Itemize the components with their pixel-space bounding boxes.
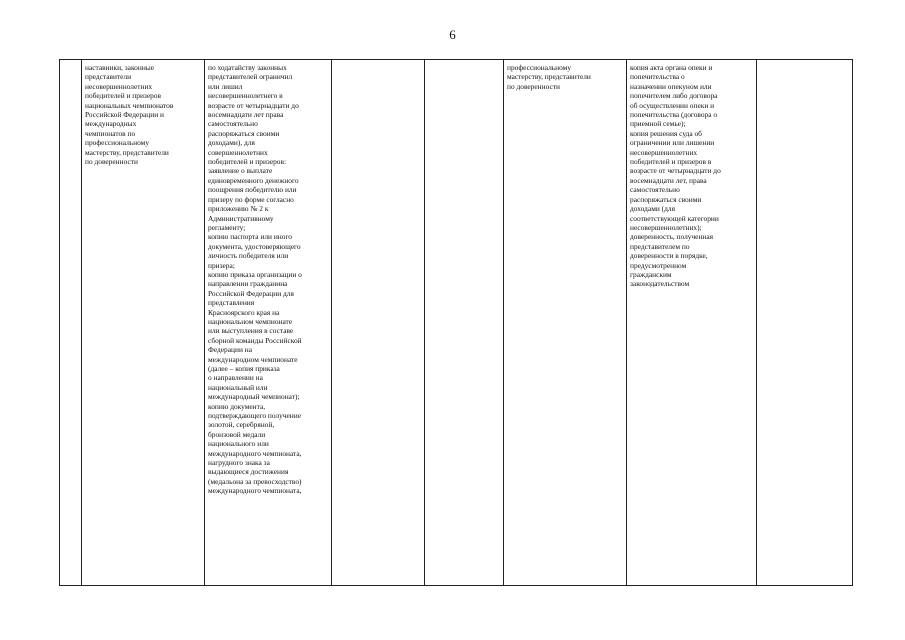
cell-text-line: копия решения суда об <box>630 128 702 138</box>
cell-text-line: международного чемпионата, <box>208 448 302 458</box>
cell-text-line: профессиональному <box>85 138 150 148</box>
cell-text-line: профессиональному <box>507 63 572 72</box>
cell-text-line: по доверенности <box>85 157 138 167</box>
cell-text-line: представителей ограничил <box>208 72 293 82</box>
cell-text-line: чемпионатов по <box>85 128 136 138</box>
cell-text-line: личность победителя или <box>208 251 289 261</box>
cell-text-line: по ходатайству законных <box>208 63 287 72</box>
table-cell <box>425 60 504 586</box>
cell-text-line: национальных чемпионатов <box>85 100 174 110</box>
cell-text-line: совершеннолетних <box>208 147 268 157</box>
cell-text-line: международных <box>85 119 137 129</box>
cell-text-line: национальном чемпионате <box>208 316 293 326</box>
cell-text-line: попечительства (договора о <box>630 110 718 120</box>
cell-text-line: мастерству, представители <box>507 72 591 82</box>
cell-text-line: приемной семье); <box>630 119 686 129</box>
cell-text-line: представителем по <box>630 241 690 251</box>
table-cell <box>504 60 627 586</box>
cell-text-line: призера; <box>208 260 235 270</box>
cell-text-line: бронзовой медали <box>208 429 266 439</box>
cell-text-line: законодательством <box>630 279 690 289</box>
cell-text-line: заявление о выплате <box>208 166 273 176</box>
table-cell <box>627 60 757 586</box>
cell-text-line: несовершеннолетних <box>630 147 698 157</box>
cell-text-line: представители <box>85 72 132 82</box>
cell-text-line: поощрения победителю или <box>208 185 297 195</box>
cell-text-line: распоряжаться своими <box>208 128 280 138</box>
cell-text-line: возрасте от четырнадцати до <box>630 166 721 176</box>
table-cell <box>332 60 425 586</box>
cell-text-line: Федерации на <box>208 345 252 355</box>
cell-text-line: самостоятельно <box>630 185 680 195</box>
cell-text-line: по доверенности <box>507 81 560 91</box>
cell-text-line: восемнадцати лет права <box>208 110 284 120</box>
cell-text-line: копию документа, <box>208 401 266 411</box>
cell-text-line: Административному <box>208 213 274 223</box>
cell-text-line: подтверждающего получение <box>208 411 302 421</box>
cell-text-line: несовершеннолетнего в <box>208 91 283 101</box>
cell-text-line: представления <box>208 298 255 308</box>
cell-text-line: документа, удостоверяющего <box>208 241 301 251</box>
cell-text-line: (медальона за превосходство) <box>208 476 302 486</box>
cell-text-line: выдающиеся достижения <box>208 467 289 477</box>
cell-text-line: сборной команды Российской <box>208 335 302 345</box>
table-cell <box>757 60 853 586</box>
cell-text-line: направлении гражданина <box>208 279 288 289</box>
cell-text-line: распоряжаться своими <box>630 194 702 204</box>
page-number: 6 <box>449 27 456 42</box>
cell-text-line: международный чемпионат); <box>208 392 300 402</box>
cell-text-line: попечителем либо договора <box>630 91 718 101</box>
cell-text-line: возрасте от четырнадцати до <box>208 100 299 110</box>
cell-text-line: предусмотренном <box>630 260 687 270</box>
cell-text-line: приложению № 2 к <box>208 204 269 214</box>
cell-text-line: регламенту; <box>208 222 246 232</box>
cell-text-line: международного чемпионата, <box>208 486 302 496</box>
cell-text-line: копию паспорта или иного <box>208 232 292 242</box>
cell-text-line: призеру по форме согласно <box>208 194 294 204</box>
cell-text-line: доверенности в порядке, <box>630 251 708 261</box>
cell-text-line: наставники, законные <box>85 63 155 72</box>
cell-text-line: доходами (для <box>630 204 675 214</box>
cell-text-line: о направлении на <box>208 373 263 383</box>
cell-text-line: копия акта органа опеки и <box>630 63 713 72</box>
document-table <box>59 59 853 586</box>
cell-text-line: доходами), для <box>208 138 255 148</box>
cell-text-line: Красноярского края на <box>208 307 280 317</box>
cell-text-line: победителей и призеров в <box>630 157 712 167</box>
cell-text-line: Российской Федерации и <box>85 110 164 120</box>
cell-text-line: или лишил <box>208 81 243 91</box>
cell-text-line: доверенность, полученная <box>630 232 714 242</box>
cell-text-line: золотой, серебряной, <box>208 420 275 430</box>
cell-text-line: несовершеннолетних); <box>630 222 702 232</box>
table-cell <box>82 60 205 586</box>
cell-text-line: назначении опекуном или <box>630 81 712 91</box>
cell-text-line: ограничении или лишении <box>630 138 715 148</box>
cell-text-line: об осуществлении опеки и <box>630 100 715 110</box>
cell-text-line: (далее – копия приказа <box>208 364 280 373</box>
cell-text-line: национального или <box>208 439 269 449</box>
cell-text-line: победителей и призеров <box>85 91 161 101</box>
cell-text-line: самостоятельно <box>208 119 258 129</box>
cell-text-line: несовершеннолетних <box>85 81 153 91</box>
table-row <box>60 60 853 586</box>
cell-text-line: национальный или <box>208 382 268 392</box>
cell-text-line: победителей и призеров: <box>208 157 287 167</box>
cell-text-line: или выступления в составе <box>208 326 294 336</box>
cell-text-line: соответствующей категории <box>630 213 719 223</box>
cell-text-line: гражданским <box>630 269 672 279</box>
table-cell <box>60 60 82 586</box>
cell-text-line: восемнадцати лет, права <box>630 175 707 185</box>
cell-text-line: нагрудного знака за <box>208 458 270 468</box>
cell-text-line: мастерству, представители <box>85 147 169 157</box>
cell-text-line: копию приказа организации о <box>208 269 302 279</box>
cell-text-line: Российской Федерации для <box>208 288 294 298</box>
cell-text-line: единовременного денежного <box>208 175 299 185</box>
table-cell <box>205 60 332 586</box>
cell-text-line: попечительства о <box>630 72 685 82</box>
cell-text-line: международном чемпионате <box>208 354 298 364</box>
